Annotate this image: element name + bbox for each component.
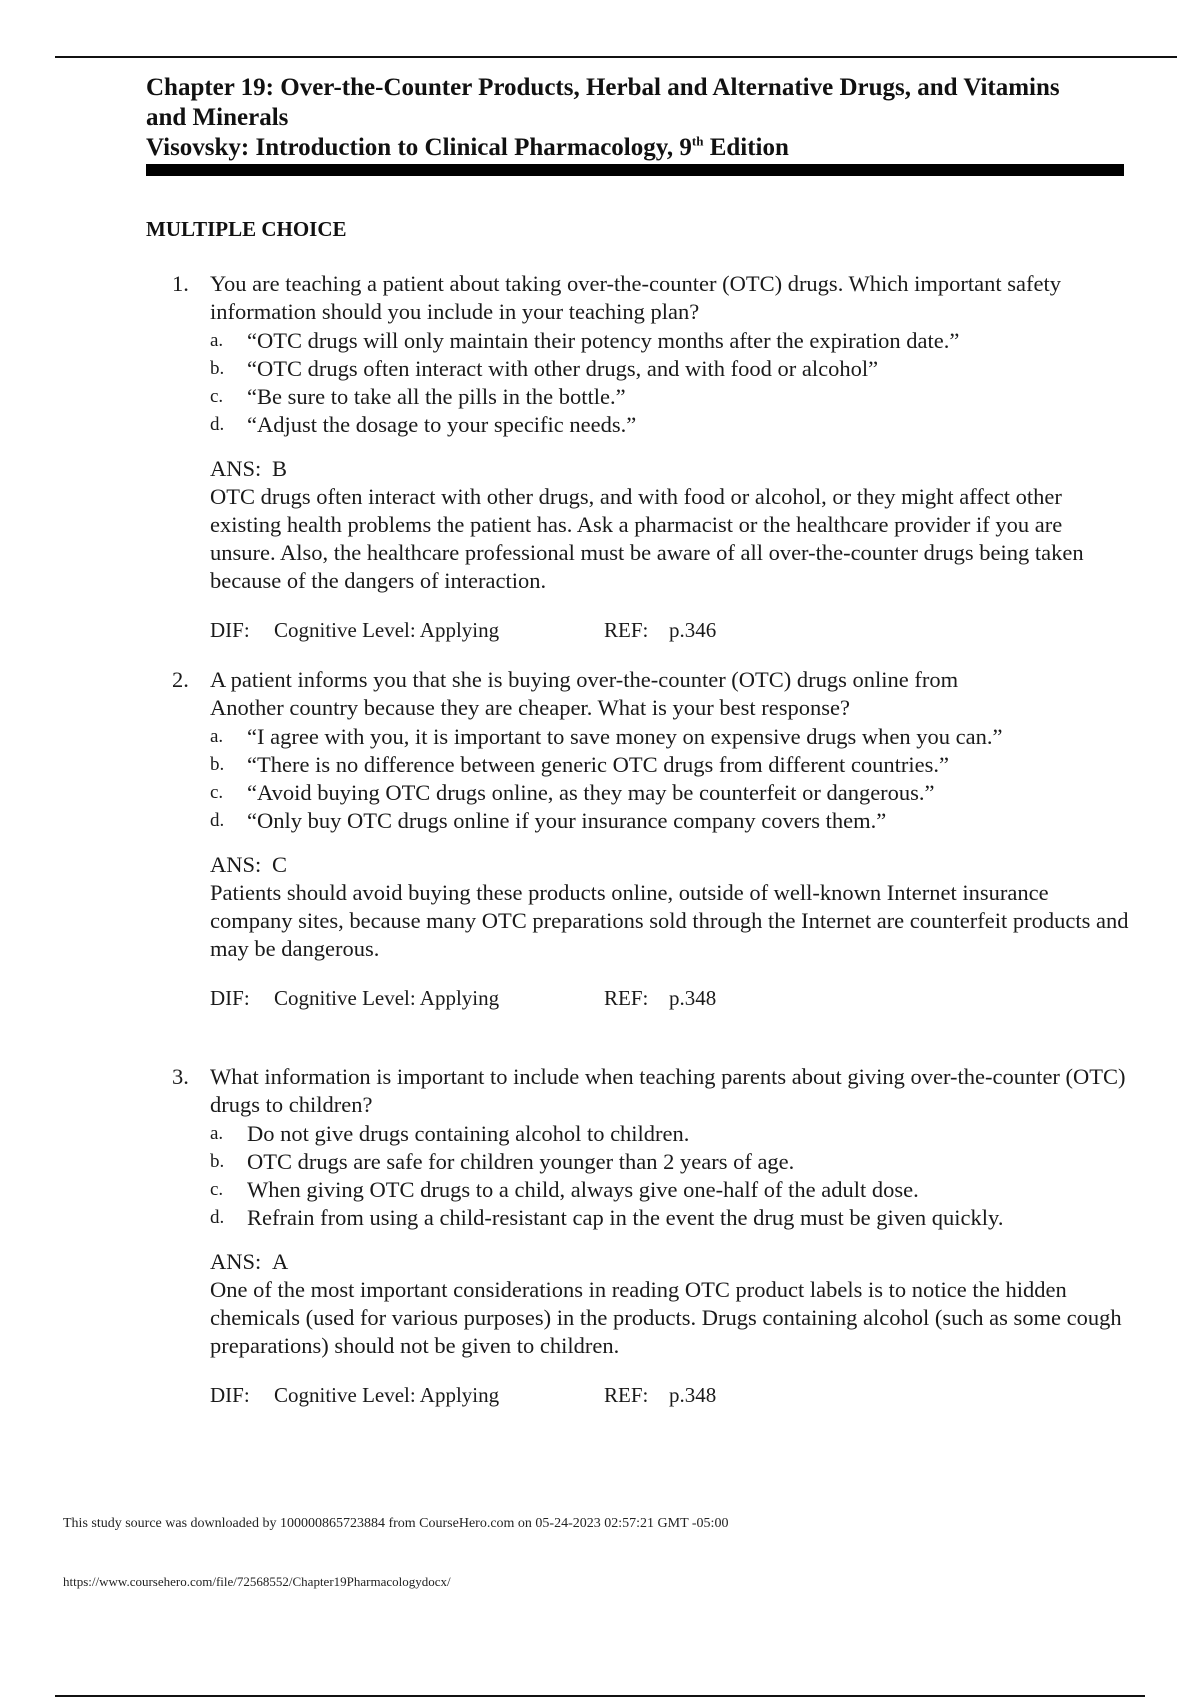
option-b [210, 751, 1132, 779]
book-subtitle [146, 133, 1126, 163]
rationale: One of the most important considerations in reading OTC product labels is to notice the hidden chemicals (used for various purposes) in the products. Drugs containing alcohol (such as some cough preparations) should not be given to children. [210, 1277, 1122, 1358]
option-b [210, 1148, 1132, 1176]
option-letter: b. [210, 754, 225, 775]
subtitle-superscript: th [691, 133, 704, 149]
answer-value: A [272, 1249, 289, 1274]
question-meta [210, 985, 1132, 1011]
option-a [210, 327, 1132, 355]
option-letter: b. [210, 1151, 225, 1172]
option-letter: b. [210, 358, 225, 379]
option-letter: a. [210, 330, 224, 351]
option-d [210, 411, 1132, 439]
answer-value: C [272, 852, 288, 877]
answer-block [210, 1248, 1132, 1360]
dif-value: Cognitive Level: Applying [274, 986, 500, 1010]
option-d [210, 1204, 1132, 1232]
ref-label: REF: [604, 986, 649, 1010]
answer-block [210, 455, 1132, 595]
option-text: “There is no difference between generic OTC drugs from different countries.” [247, 752, 950, 777]
options-list [210, 723, 1132, 835]
option-text: “Avoid buying OTC drugs online, as they may be counterfeit or dangerous.” [247, 780, 935, 805]
option-text: When giving OTC drugs to a child, always give one-half of the adult dose. [247, 1177, 919, 1202]
option-text: “Only buy OTC drugs online if your insurance company covers them.” [247, 808, 887, 833]
ref-label: REF: [604, 618, 649, 642]
dif-value: Cognitive Level: Applying [274, 1383, 500, 1407]
option-text: Do not give drugs containing alcohol to children. [247, 1121, 690, 1146]
option-text: OTC drugs are safe for children younger than 2 years of age. [247, 1149, 795, 1174]
dif-label: DIF: [210, 1383, 250, 1407]
option-a [210, 723, 1132, 751]
option-c [210, 779, 1132, 807]
dif-label: DIF: [210, 618, 250, 642]
question-3 [172, 1063, 1132, 1408]
dif-label: DIF: [210, 986, 250, 1010]
top-rule [55, 56, 1177, 58]
option-text: “OTC drugs often interact with other drugs, and with food or alcohol” [247, 356, 879, 381]
option-a [210, 1120, 1132, 1148]
option-letter: d. [210, 414, 225, 435]
option-text: “I agree with you, it is important to save money on expensive drugs when you can.” [247, 724, 1003, 749]
chapter-title-line-2: and Minerals [146, 104, 289, 131]
answer-block [210, 851, 1132, 963]
subtitle-edition: Edition [703, 134, 789, 161]
answer-label: ANS: [210, 852, 262, 877]
ref-value: p.348 [669, 1383, 717, 1407]
question-1 [172, 270, 1132, 643]
options-list [210, 327, 1132, 439]
question-stem: A patient informs you that she is buying over-the-counter (OTC) drugs online from Another country because they are cheaper. What is your best response? [210, 667, 959, 720]
bottom-rule [55, 1695, 1145, 1697]
rationale: Patients should avoid buying these products online, outside of well-known Internet insurance company sites, because many OTC preparations sold through the Internet are counterfeit products and may be dangerous. [210, 880, 1129, 961]
option-letter: c. [210, 386, 224, 407]
question-meta [210, 1382, 1132, 1408]
question-number: 3. [172, 1064, 189, 1089]
source-url[interactable]: https://www.coursehero.com/file/72568552/Chapter19Pharmacologydocx/ [63, 1574, 451, 1589]
question-stem: You are teaching a patient about taking over-the-counter (OTC) drugs. Which important safety information should you include in your teaching plan? [210, 271, 1061, 324]
option-letter: c. [210, 1179, 224, 1200]
section-title: MULTIPLE CHOICE [146, 217, 347, 241]
header-divider [146, 164, 1124, 176]
option-text: Refrain from using a child-resistant cap in the event the drug must be given quickly. [247, 1205, 1004, 1230]
ref-value: p.346 [669, 618, 717, 642]
option-d [210, 807, 1132, 835]
subtitle-main: Visovsky: Introduction to Clinical Pharmacology, 9 [146, 134, 692, 161]
option-text: “Adjust the dosage to your specific needs.” [247, 412, 637, 437]
ref-label: REF: [604, 1383, 649, 1407]
answer-label: ANS: [210, 456, 262, 481]
option-letter: a. [210, 1123, 224, 1144]
ref-value: p.348 [669, 986, 717, 1010]
option-b [210, 355, 1132, 383]
option-c [210, 383, 1132, 411]
option-letter: d. [210, 1207, 225, 1228]
question-stem: What information is important to include when teaching parents about giving over-the-counter (OTC) drugs to children? [210, 1064, 1126, 1117]
option-letter: d. [210, 810, 225, 831]
chapter-title-line-1: Chapter 19: Over-the-Counter Products, Herbal and Alternative Drugs, and Vitamins [146, 74, 1060, 101]
option-text: “OTC drugs will only maintain their potency months after the expiration date.” [247, 328, 960, 353]
question-meta [210, 617, 1132, 643]
dif-value: Cognitive Level: Applying [274, 618, 500, 642]
answer-label: ANS: [210, 1249, 262, 1274]
answer-value: B [272, 456, 288, 481]
download-source-note: This study source was downloaded by 100000865723884 from CourseHero.com on 05-24-2023 02:57:21 GMT -05:00 [63, 1516, 729, 1531]
document-header [146, 73, 1126, 163]
option-text: “Be sure to take all the pills in the bottle.” [247, 384, 626, 409]
question-number: 1. [172, 271, 189, 296]
options-list [210, 1120, 1132, 1232]
question-2 [172, 666, 1132, 1011]
rationale: OTC drugs often interact with other drugs, and with food or alcohol, or they might affect other existing health problems the patient has. Ask a pharmacist or the healthcare provider if you are unsure. Also, the healthcare professional must be aware of all over-the-counter drugs being taken because of the dangers of interaction. [210, 484, 1084, 593]
option-c [210, 1176, 1132, 1204]
option-letter: c. [210, 782, 224, 803]
option-letter: a. [210, 726, 224, 747]
question-number: 2. [172, 667, 189, 692]
